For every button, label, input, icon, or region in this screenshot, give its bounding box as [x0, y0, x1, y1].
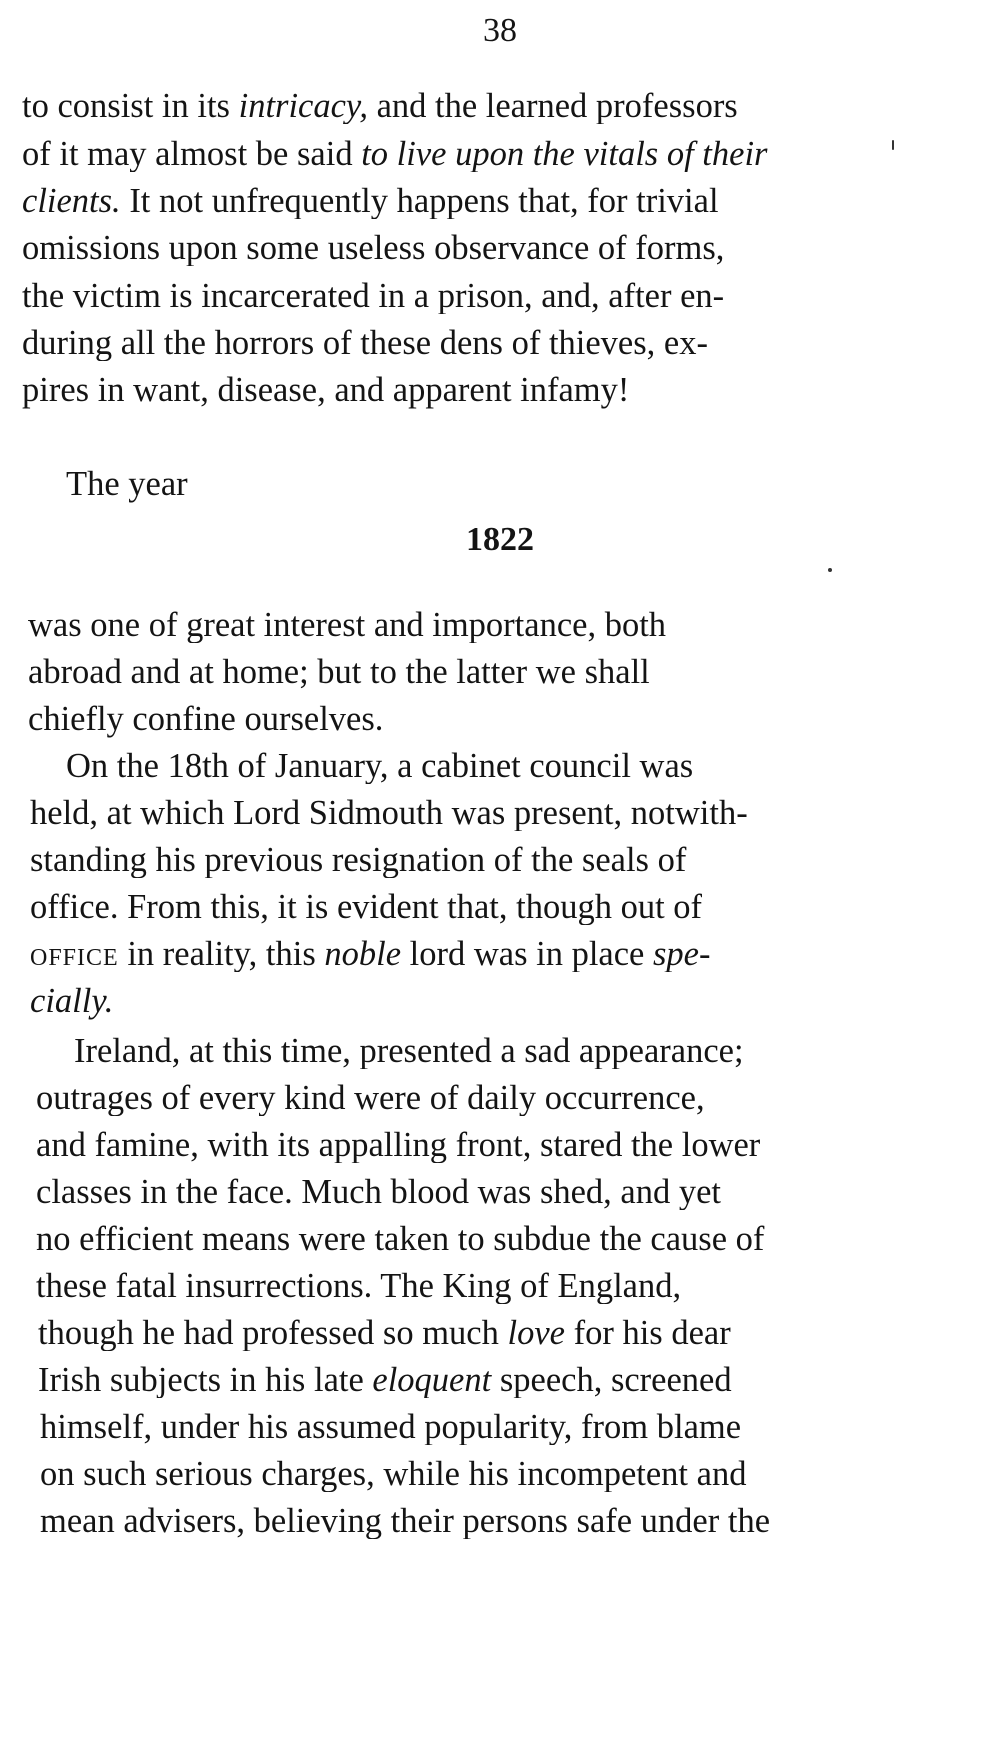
- text-line: [28, 608, 854, 643]
- text-line: [22, 137, 848, 172]
- italic-text: to live upon the vitals of their: [361, 137, 768, 172]
- italic-text: noble: [324, 937, 402, 972]
- text-line: [22, 373, 629, 408]
- text-run: abroad and at home; but to the latter we shall: [28, 655, 650, 690]
- small-caps-text: office: [30, 937, 119, 972]
- text-run: classes in the face. Much blood was shed, and yet: [36, 1175, 722, 1210]
- text-run: Ireland, at this time, presented a sad appearance;: [74, 1034, 744, 1069]
- text-run: for his dear: [564, 1316, 731, 1351]
- text-run: The year: [66, 465, 188, 503]
- text-line: [30, 796, 856, 831]
- text-run: pires in want, disease, and apparent infamy!: [22, 371, 630, 409]
- text-run: on such serious charges, while his incompetent and: [40, 1457, 747, 1492]
- italic-text: eloquent: [372, 1363, 492, 1398]
- text-run: held, at which Lord Sidmouth was present, notwith-: [30, 796, 748, 831]
- text-run: outrages of every kind were of daily occurrence,: [36, 1081, 705, 1116]
- text-line: [30, 984, 113, 1019]
- text-line: [36, 1081, 862, 1116]
- text-run: omissions upon some useless observance of forms,: [22, 231, 725, 266]
- text-run: was one of great interest and importance, both: [28, 608, 667, 643]
- text-line: [36, 1175, 862, 1210]
- text-run: On the 18th of January, a cabinet council was: [66, 749, 694, 784]
- text-run: during all the horrors of these dens of thieves, ex-: [22, 326, 708, 361]
- text-run: to consist in its: [22, 89, 239, 124]
- text-line: [36, 1222, 862, 1257]
- text-run: no efficient means were taken to subdue the cause of: [36, 1222, 765, 1257]
- text-line: [28, 655, 854, 690]
- text-run: though he had professed so much: [38, 1316, 508, 1351]
- text-run: Irish subjects in his late: [38, 1363, 373, 1398]
- italic-text: clients.: [22, 184, 121, 219]
- text-line: [74, 1034, 862, 1069]
- text-line: [30, 890, 856, 925]
- text-line: [66, 467, 188, 502]
- text-line: [22, 231, 848, 266]
- text-run: in reality, this: [118, 937, 325, 972]
- text-run: lord was in place: [401, 937, 653, 972]
- year-heading: 1822: [466, 521, 534, 558]
- text-line: [22, 326, 848, 361]
- speck-mark: [892, 140, 894, 150]
- text-line: [38, 1363, 864, 1398]
- text-line: [30, 843, 856, 878]
- text-run: of it may almost be said: [22, 137, 362, 172]
- text-run: standing his previous resignation of the seals of: [30, 843, 687, 878]
- text-run: office. From this, it is evident that, though out of: [30, 890, 703, 925]
- text-run: the victim is incarcerated in a prison, and, after en-: [22, 279, 725, 314]
- text-run: mean advisers, believing their persons safe under the: [40, 1504, 771, 1539]
- text-line: [30, 937, 856, 972]
- text-line: [36, 1269, 862, 1304]
- text-line: [66, 749, 854, 784]
- text-line: [40, 1504, 866, 1539]
- text-line: [40, 1410, 866, 1445]
- italic-text: cially.: [30, 982, 114, 1020]
- text-run: speech, screened: [491, 1363, 732, 1398]
- text-line: [40, 1457, 866, 1492]
- text-run: and the learned professors: [367, 89, 738, 124]
- speck-mark: [828, 568, 832, 572]
- text-line: [22, 184, 848, 219]
- text-line: [36, 1128, 862, 1163]
- text-line: [22, 89, 848, 124]
- text-line: [22, 279, 848, 314]
- text-line: [38, 1316, 864, 1351]
- text-run: and famine, with its appalling front, stared the lower: [36, 1128, 761, 1163]
- italic-text: love: [507, 1316, 565, 1351]
- italic-text: spe-: [653, 937, 711, 972]
- text-line: [28, 702, 383, 737]
- page-number: 38: [483, 12, 517, 49]
- text-run: chiefly confine ourselves.: [28, 700, 384, 738]
- text-run: himself, under his assumed popularity, from blame: [40, 1410, 742, 1445]
- text-run: It not unfrequently happens that, for trivial: [120, 184, 719, 219]
- text-run: these fatal insurrections. The King of England,: [36, 1269, 682, 1304]
- italic-text: intricacy,: [238, 89, 368, 124]
